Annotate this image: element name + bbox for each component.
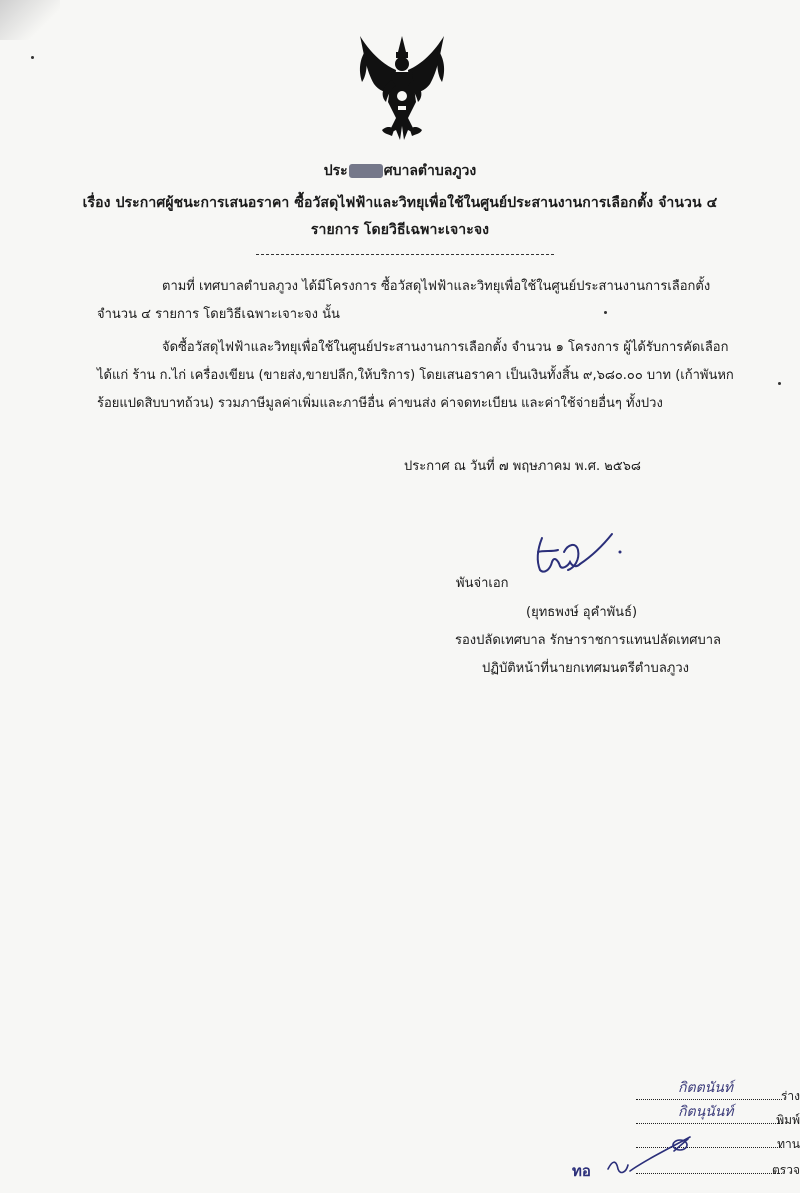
dashed-divider: [256, 254, 554, 255]
signatory-rank: พันจ่าเอก: [456, 576, 509, 591]
paper-speck: [778, 382, 781, 385]
handwritten-initial: กิตนุนันท์: [678, 1104, 734, 1120]
title-text-end: ศบาลตำบลภูวง: [383, 163, 477, 179]
paragraph-2-line-1: จัดซื้อวัสดุไฟฟ้าและวิทยุเพื่อใช้ในศูนย์ประสานงานการเลือกตั้ง จำนวน ๑ โครงการ ผู้ได้รับการคัดเลือก: [162, 340, 729, 355]
handwritten-initials: ทอ: [572, 1162, 591, 1180]
garuda-emblem: [352, 30, 452, 142]
paragraph-2-line-3: ร้อยแปดสิบบาทถ้วน) รวมภาษีมูลค่าเพิ่มและภาษีอื่น ค่าขนส่ง ค่าจดทะเบียน และค่าใช้จ่ายอื่นๆ ทั้งปวง: [97, 396, 663, 411]
paragraph-1-line-1: ตามที่ เทศบาลตำบลภูวง ได้มีโครงการ ซื้อวัสดุไฟฟ้าและวิทยุเพื่อใช้ในศูนย์ประสานงานการเลือกตั้ง: [162, 279, 711, 294]
dotted-line: [636, 1099, 782, 1100]
handwritten-scribble: [604, 1125, 704, 1185]
paragraph-2-line-2: ได้แก่ ร้าน ก.ไก่ เครื่องเขียน (ขายส่ง,ขายปลีก,ให้บริการ) โดยเสนอราคา เป็นเงินทั้งสิ้น ๙,๖๘๐.๐๐ บาท (เก้าพันหก: [97, 368, 734, 383]
paragraph-1-line-2: จำนวน ๔ รายการ โดยวิธีเฉพาะเจาะจง นั้น: [97, 307, 340, 322]
paper-speck: [604, 311, 607, 314]
page-corner-shadow: [0, 0, 60, 40]
title-text-start: ประ: [323, 163, 348, 179]
approval-label: ทาน: [777, 1137, 800, 1151]
document-title: [0, 160, 800, 182]
ink-smudge: [349, 164, 383, 178]
handwritten-initial: กิตตนันท์: [678, 1080, 734, 1096]
subject-line-2: รายการ โดยวิธีเฉพาะเจาะจง: [310, 222, 490, 238]
paper-speck: [31, 56, 34, 59]
subject-line-1: เรื่อง ประกาศผู้ชนะการเสนอราคา ซื้อวัสดุไฟฟ้าและวิทยุเพื่อใช้ในศูนย์ประสานงานการเลือกตั้ง จำนวน ๔: [82, 195, 718, 211]
approval-label: ตรวจ: [771, 1163, 800, 1177]
approval-label: ร่าง: [780, 1089, 800, 1103]
approval-label: พิมพ์: [776, 1113, 800, 1127]
announcement-date: ประกาศ ณ วันที่ ๗ พฤษภาคม พ.ศ. ๒๕๖๘: [404, 459, 641, 474]
signatory-position-2: ปฏิบัติหน้าที่นายกเทศมนตรีตำบลภูวง: [482, 661, 689, 676]
signatory-name: (ยุทธพงษ์ อุคำพันธ์): [526, 605, 638, 620]
dotted-line: [636, 1123, 782, 1124]
signatory-position-1: รองปลัดเทศบาล รักษาราชการแทนปลัดเทศบาล: [455, 633, 721, 648]
handwritten-signature: [524, 530, 624, 586]
approval-block: [560, 1080, 800, 1193]
